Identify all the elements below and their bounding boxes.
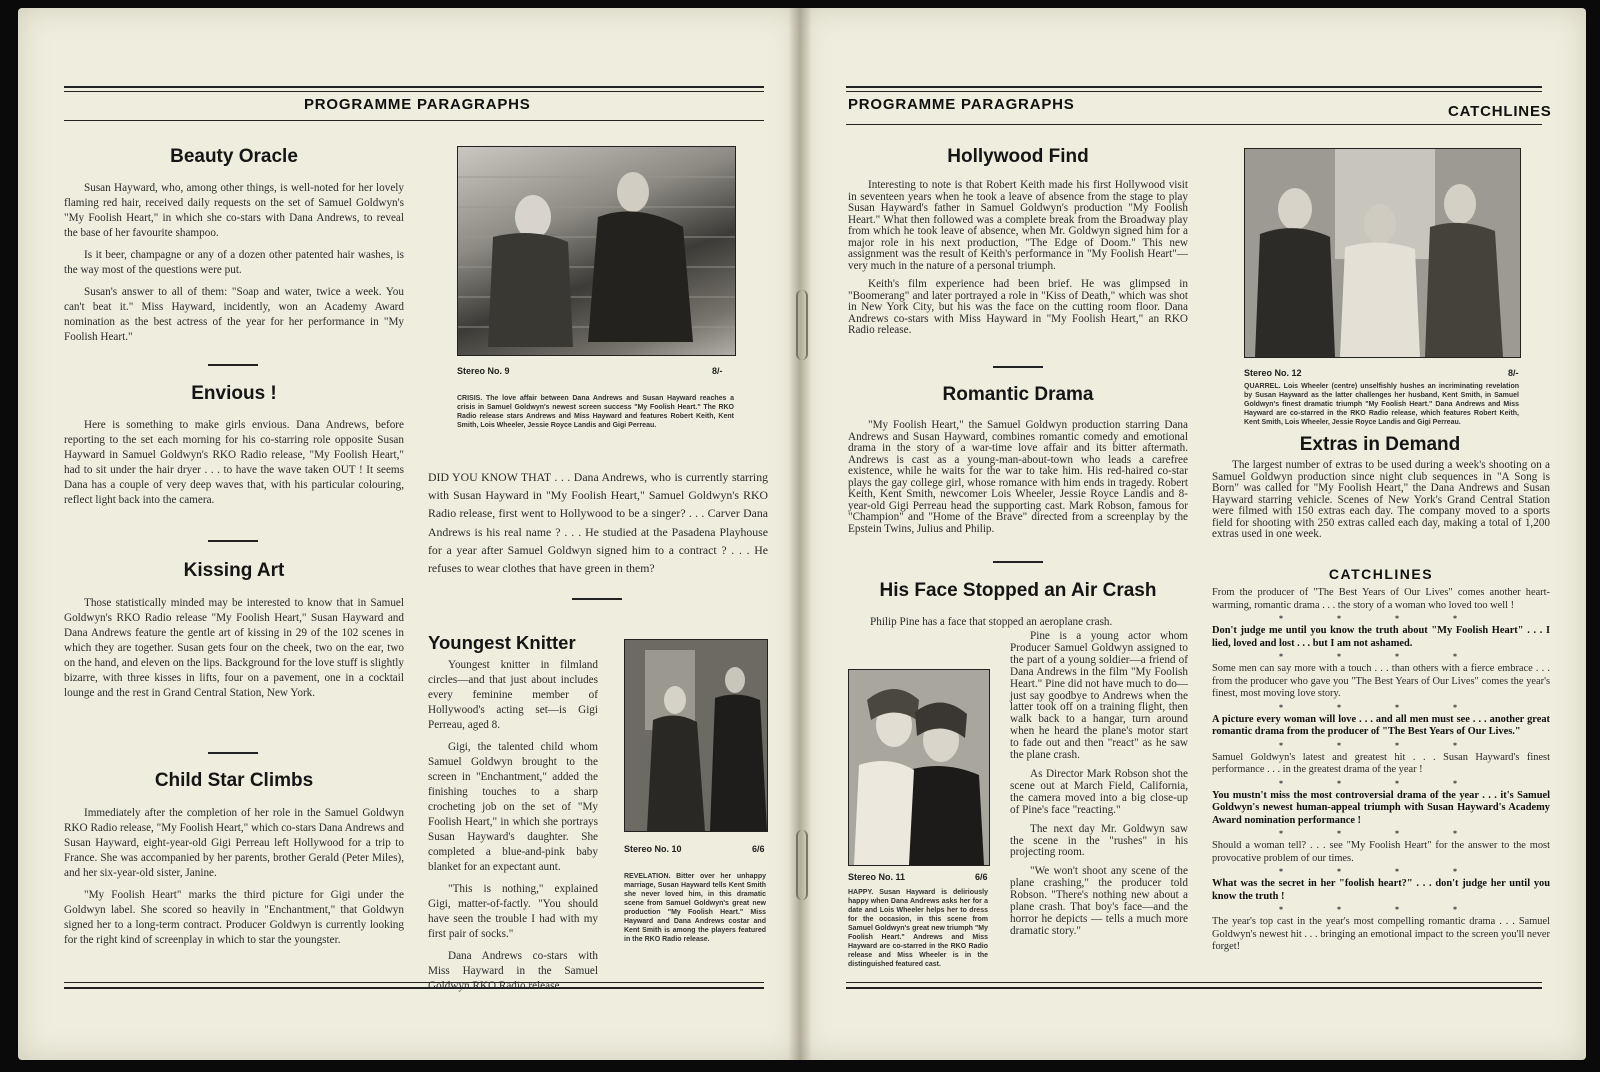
kissing-art-body	[64, 596, 404, 708]
stereo-12-caption: QUARREL. Lois Wheeler (centre) unselfishly hushes an incriminating revelation by Susan Hayward as the latter challenges her husband, Kent Smith, in Samuel Goldwyn's finest dramatic triumph "My Foolish Heart." Dana Andrews and Miss Hayward are co-starred in the RKO Radio release, which features Robert Keith, Kent Smith, Lois Wheeler, Jessie Royce Landis and Gigi Perreau.	[1244, 383, 1519, 426]
right-header-rule-bottom	[846, 124, 1542, 125]
youngest-knitter-para: Gigi, the talented child whom Samuel Goldwyn brought to the screen in "Enchantment," added the finishing touches to a sharp crocheting job on the set of "My Foolish Heart," in which she portrays Susan Hayward's daughter. She completed a blue-and-pink baby blanket for an expectant aunt.	[428, 741, 598, 873]
stereo-11-photo	[848, 669, 990, 866]
youngest-knitter-para: Dana Andrews co-stars with Miss Hayward in the Samuel Goldwyn RKO Radio release.	[428, 950, 598, 992]
youngest-knitter-body	[428, 658, 598, 1001]
section-separator	[208, 540, 258, 542]
left-header-rule-top-thin	[64, 91, 764, 92]
stereo-9-caption: CRISIS. The love affair between Dana Andrews and Susan Hayward reaches a crisis in Samuel Goldwyn's newest screen success "My Foolish Heart." The RKO Radio release stars Andrews and Miss Hayward and features Robert Keith, Kent Smith, Lois Wheeler, Jessie Royce Landis and Gigi Perreau.	[457, 395, 734, 429]
left-header-rule-bottom	[64, 120, 764, 121]
star-divider: * * * *	[1279, 614, 1483, 623]
kissing-art-title: Kissing Art	[183, 560, 285, 581]
stereo-11-label: Stereo No. 11	[848, 872, 906, 882]
air-crash-title: His Face Stopped an Air Crash	[879, 580, 1157, 601]
right-header-title: PROGRAMME PARAGRAPHS	[848, 96, 1075, 113]
catchline-item: A picture every woman will love . . . and all men must see . . . another great romantic drama from the producer of "The Best Years of Our Lives."	[1212, 713, 1550, 737]
star-divider: * * * *	[1279, 778, 1483, 788]
section-separator	[572, 598, 622, 600]
right-header-rule-top	[846, 86, 1542, 88]
child-star-title: Child Star Climbs	[154, 770, 314, 791]
hollywood-find-title: Hollywood Find	[947, 146, 1089, 167]
romantic-drama-title: Romantic Drama	[942, 384, 1094, 405]
section-separator	[993, 366, 1043, 368]
extras-body	[1212, 460, 1550, 548]
catchline-item: You mustn't miss the most controversial drama of the year . . . it's Samuel Goldwyn's newest human-appeal triumph with Susan Hayward's Academy Award nomination performance !	[1212, 789, 1550, 826]
child-star-body	[64, 806, 404, 955]
beauty-oracle-para: Susan Hayward, who, among other things, is well-noted for her lovely flaming red hair, received daily requests on the set of Samuel Goldwyn's "My Foolish Heart," in which she co-stars with Dana Andrews, to reveal the base of her favourite shampoo.	[64, 182, 404, 239]
beauty-oracle-title: Beauty Oracle	[170, 146, 298, 167]
beauty-oracle-para: Is it beer, champagne or any of a dozen other patented hair washes, is the way most of the questions were put.	[64, 249, 404, 276]
kissing-art-para: Those statistically minded may be interested to know that in Samuel Goldwyn's RKO Radio release "My Foolish Heart," Susan Hayward and Dana Andrews feature the gentle art of kissing in 29 of the 102 scenes in which they are together. Susan gets four on the cheek, two on the ear, two on the hand, and eleven on the lips. Background for the love stuff is slightly bizarre, with three kisses in lifts, four on a pavement, one in a cocktail lounge and the rest in Grand Central Station, New York.	[64, 597, 404, 699]
beauty-oracle-body	[64, 181, 404, 352]
did-you-know-text: DID YOU KNOW THAT . . . Dana Andrews, who is currently starring with Susan Hayward in "My Foolish Heart," Samuel Goldwyn's RKO Radio release, first went to Hollywood to be a singer? . . . Carver Dana Andrews is his real name ? . . . He studied at the Pasadena Playhouse for a year after Samuel Goldwyn signed him to a contract ? . . . He refuses to wear clothes that have green in them?	[428, 470, 768, 576]
stereo-12-label: Stereo No. 12	[1244, 368, 1302, 378]
extras-para: The largest number of extras to be used during a week's shooting on a Samuel Goldwyn production since night club sequences in "A Song is Born" was called for "My Foolish Heart," the Dana Andrews and Susan Hayward starring vehicle. Scenes of New York's Grand Central Station were filmed with 150 extras each day. The company moved to a sports field for shooting with 250 extras called each day, making a total of 1,200 extras used in one week.	[1212, 459, 1550, 540]
catchline-item: Should a woman tell? . . . see "My Foolish Heart" for the answer to the most provocative problem of our times.	[1212, 840, 1550, 864]
right-header-catchlines: CATCHLINES	[1448, 103, 1552, 120]
hollywood-find-body	[848, 180, 1188, 344]
catchline-item: From the producer of "The Best Years of Our Lives" comes another heart-warming, romantic drama . . . the story of a woman who loved too well !	[1212, 587, 1550, 611]
right-footer-rule-thin	[846, 982, 1542, 983]
hollywood-find-para: Keith's film experience had been brief. He was glimpsed in "Boomerang" and later portrayed a role in "Kiss of Death," which was shot in New York City, but his was the face on the cutting room floor. Dana Andrews co-stars with Miss Hayward in "My Foolish Heart," an RKO Radio release.	[848, 278, 1188, 336]
air-crash-intro: Philip Pine has a face that stopped an aeroplane crash.	[870, 616, 1113, 628]
youngest-knitter-title: Youngest Knitter	[428, 632, 576, 653]
staple-top	[796, 290, 808, 360]
section-separator	[208, 364, 258, 366]
star-divider: * * * *	[1279, 867, 1483, 876]
stereo-9-photo	[457, 146, 736, 356]
stereo-11-caption: HAPPY. Susan Hayward is deliriously happy when Dana Andrews asks her for a date and Lois Wheeler helps her to dress for the occasion, in this scene from Samuel Goldwyn's great new triumph "My Foolish Heart." Andrews and Miss Hayward are co-starred in the RKO Radio release and Miss Wheeler is in the distinguished featured cast.	[848, 889, 988, 968]
left-header-title: PROGRAMME PARAGRAPHS	[304, 96, 531, 113]
left-footer-rule-thin	[64, 982, 764, 983]
stereo-9-label: Stereo No. 9	[457, 366, 510, 376]
stereo-12-price: 8/-	[1508, 368, 1519, 378]
stereo-10-photo	[624, 639, 768, 832]
stereo-9-price: 8/-	[712, 366, 723, 376]
book-gutter	[788, 8, 812, 1060]
catchline-item: The year's top cast in the year's most compelling romantic drama . . . Samuel Goldwyn's newest hit . . . bringing an emotional impact to the screen you'll never forget!	[1212, 916, 1550, 952]
envious-body	[64, 418, 404, 515]
section-separator	[208, 752, 258, 754]
air-crash-para: "We won't shoot any scene of the plane crashing," the producer told Robson. "There's nothing new about a plane crash. That boy's face—and the horror he depicts — tells a much more dramatic story."	[1010, 865, 1188, 937]
catchline-item: Some men can say more with a touch . . . than others with a fierce embrace . . . from the producer who gave you "The Best Years of Our Lives" comes the year's finest, most moving love story.	[1212, 663, 1550, 699]
catchlines-title: CATCHLINES	[1328, 566, 1434, 582]
catchline-item: Don't judge me until you know the truth about "My Foolish Heart" . . . I lied, loved and lost . . . but I am not ashamed.	[1212, 625, 1550, 649]
left-header-rule-top	[64, 86, 764, 88]
child-star-para: "My Foolish Heart" marks the third picture for Gigi under the Goldwyn label. She scored so heavily in "Enchantment," that Goldwyn signed her to a long-term contract. Producer Goldwyn is currently looking for the right kind of screenplay in which to star the youngster.	[64, 889, 404, 946]
catchline-item: Samuel Goldwyn's latest and greatest hit . . . Susan Hayward's finest performance . . . in the greatest drama of the year !	[1212, 751, 1550, 775]
envious-title: Envious !	[191, 383, 277, 404]
catchlines-list	[1212, 587, 1550, 954]
star-divider: * * * *	[1279, 905, 1483, 914]
youngest-knitter-para: "This is nothing," explained Gigi, matter-of-factly. "You should have seen the trouble I had with my first pair of socks."	[428, 883, 598, 940]
extras-title: Extras in Demand	[1299, 434, 1461, 455]
stereo-10-label: Stereo No. 10	[624, 844, 682, 854]
right-header-rule-top-thin	[846, 91, 1542, 92]
section-separator	[993, 561, 1043, 563]
star-divider: * * * *	[1279, 829, 1483, 838]
hollywood-find-para: Interesting to note is that Robert Keith made his first Hollywood visit in seventeen years when he took a leave of absence from the stage to play Susan Hayward's father in Samuel Goldwyn's production "My Foolish Heart." What then followed was a complete break from the Broadway play from which he took leave of absence, when Mr. Goldwyn signed him for a major role in his next production, "The Edge of Doom." This new assignment was the result of Keith's performance in "My Foolish Heart"—very much in the nature of a personal triumph.	[848, 179, 1188, 272]
stereo-10-caption: REVELATION. Bitter over her unhappy marriage, Susan Hayward tells Kent Smith she never loved him, in this dramatic scene from Samuel Goldwyn's great new production "My Foolish Heart." Miss Hayward and Dana Andrews costar and Kent Smith is among the players featured in the RKO Radio release.	[624, 873, 766, 943]
star-divider: * * * *	[1279, 740, 1483, 750]
star-divider: * * * *	[1279, 652, 1483, 661]
stereo-12-photo	[1244, 148, 1521, 358]
stereo-11-price: 6/6	[975, 872, 988, 882]
beauty-oracle-para: Susan's answer to all of them: "Soap and water, twice a week. You can't beat it." Miss Hayward, incidently, won an Academy Award nomination as the best actress of the year for her performance in "My Foolish Heart."	[64, 286, 404, 343]
catchline-item: What was the secret in her "foolish heart?" . . . don't judge her until you know the truth !	[1212, 878, 1550, 902]
left-footer-rule	[64, 987, 764, 989]
romantic-drama-para: "My Foolish Heart," the Samuel Goldwyn production starring Dana Andrews and Susan Hayward, combines romantic comedy and emotional drama in the story of a war-time love affair and its bitter aftermath. Andrews is cast as a young-man-about-town who leads a carefree existence, while he waits for the war to take him. His red-haired co-star plays the gay college girl, whose romance with him ends in tragedy. Robert Keith, Kent Smith, newcomer Lois Wheeler, Jessie Royce Landis and 8-year-old Gigi Perreau head the supporting cast. Mark Robson, famous for "Champion" and "Home of the Brave" directed from a screenplay by the Epstein Twins, Julius and Philip.	[848, 419, 1188, 535]
envious-para: Here is something to make girls envious. Dana Andrews, before reporting to the set each morning for his co-starring role opposite Susan Hayward in Samuel Goldwyn's RKO Radio release, "My Foolish Heart," had to sit under the hair dryer . . . to have the wave taken OUT ! It seems Dana has a couple of very deep waves that, with his particular colouring, reflect light back into the camera.	[64, 419, 404, 506]
stereo-10-price: 6/6	[752, 844, 765, 854]
air-crash-para: The next day Mr. Goldwyn saw the scene in the "rushes" in his projecting room.	[1010, 822, 1188, 859]
air-crash-body	[1010, 631, 1188, 945]
star-divider: * * * *	[1279, 702, 1483, 712]
youngest-knitter-para: Youngest knitter in filmland circles—and that just about includes every feminine member of Hollywood's acting set—is Gigi Perreau, aged 8.	[428, 659, 598, 731]
right-footer-rule	[846, 987, 1542, 989]
air-crash-para: Pine is a young actor whom Producer Samuel Goldwyn assigned to the part of a young soldier—a friend of Dana Andrews in the film "My Foolish Heart." Pine did not have much to do—just say goodbye to Andrews when the latter took off on a training flight, then walk back to a hangar, turn around when he heard the plane's motor start to fade out and then "react" as he saw the plane crash.	[1010, 630, 1188, 762]
staple-bottom	[796, 830, 808, 900]
air-crash-para: As Director Mark Robson shot the scene out at March Field, California, the camera moved into a big close-up of Pine's face "reacting."	[1010, 767, 1188, 816]
romantic-drama-body	[848, 420, 1188, 542]
child-star-para: Immediately after the completion of her role in the Samuel Goldwyn RKO Radio release, "My Foolish Heart," which co-stars Dana Andrews and Susan Hayward, eight-year-old Gigi Perreau left Hollywood for a trip to France. She was accompanied by her parents, brother Gerald (Peter Miles), and her six-year-old sister, Janine.	[64, 807, 404, 879]
